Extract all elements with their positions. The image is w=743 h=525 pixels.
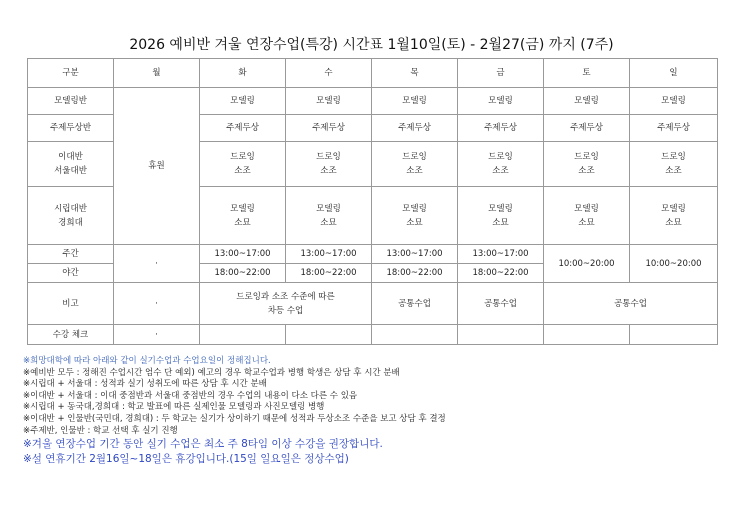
holiday-cell: 휴원 (114, 88, 200, 245)
row-label-theme: 주제두상반 (28, 115, 114, 142)
cell-day-wed: 13:00~17:00 (286, 245, 372, 264)
cell-check-thu (372, 325, 458, 345)
sketch-label: 소묘 (665, 217, 682, 228)
cell-day-mon: · (114, 245, 200, 283)
cell-sirip-fri (458, 187, 544, 245)
sketch-label: 소묘 (234, 217, 251, 228)
note-recommendation: ※겨울 연장수업 기간 동안 실기 수업은 최소 주 8타임 이상 수강을 권장합니다. (23, 438, 383, 451)
modeling-label: 모델링 (316, 203, 341, 214)
cell-sirip-sun (630, 187, 718, 245)
cell-modeling-sun: 모델링 (630, 88, 718, 115)
notes-section (23, 356, 733, 467)
cell-night-fri: 18:00~22:00 (458, 264, 544, 283)
modeling-label: 모델링 (488, 203, 513, 214)
cell-remark-thu: 공통수업 (372, 283, 458, 325)
cell-weekend-sun: 10:00~20:00 (630, 245, 718, 283)
header-sat: 토 (544, 59, 630, 88)
cell-check-sat (544, 325, 630, 345)
note-item: ※이대반 + 인물반(국민대, 경희대) : 두 학교는 실기가 상이하기 때문에 성적과 두상소조 수준을 보고 상담 후 결정 (23, 413, 446, 424)
drawing-label: 드로잉 (488, 152, 513, 162)
cell-night-tue: 18:00~22:00 (200, 264, 286, 283)
remark-line1: 드로잉과 소조 수준에 따른 (236, 291, 335, 302)
header-thu: 목 (372, 59, 458, 88)
cell-idae-sun (630, 142, 718, 187)
drawing-label: 드로잉 (230, 152, 255, 162)
modeling-label: 모델링 (230, 203, 255, 214)
cell-weekend-sat: 10:00~20:00 (544, 245, 630, 283)
cell-theme-sat: 주제두상 (544, 115, 630, 142)
note-item: ※이대반 + 서울대 : 이대 중점반과 서울대 중점반의 경우 수업의 내용이 다소 다른 수 있음 (23, 390, 358, 401)
cell-idae-wed (286, 142, 372, 187)
modeling-label: 모델링 (661, 203, 686, 214)
sculpture-label: 소조 (578, 166, 595, 176)
row-label-idae-line1: 이대반 (58, 152, 83, 162)
cell-night-wed: 18:00~22:00 (286, 264, 372, 283)
drawing-label: 드로잉 (574, 152, 599, 162)
cell-sirip-sat (544, 187, 630, 245)
cell-remark-fri: 공통수업 (458, 283, 544, 325)
cell-idae-tue (200, 142, 286, 187)
cell-remark-weekend: 공통수업 (544, 283, 718, 325)
header-wed: 수 (286, 59, 372, 88)
cell-idae-sat (544, 142, 630, 187)
cell-check-wed (286, 325, 372, 345)
note-holiday: ※설 연휴기간 2월16일~18일은 휴강입니다.(15일 일요일은 정상수업) (23, 453, 349, 466)
cell-modeling-fri: 모델링 (458, 88, 544, 115)
header-sun: 일 (630, 59, 718, 88)
row-label-idae (28, 142, 114, 187)
sketch-label: 소묘 (492, 217, 509, 228)
row-label-night: 야간 (28, 264, 114, 283)
cell-modeling-tue: 모델링 (200, 88, 286, 115)
row-label-sirip-line1: 시립대반 (54, 203, 87, 214)
header-row (28, 59, 718, 88)
cell-day-fri: 13:00~17:00 (458, 245, 544, 264)
row-remark (28, 283, 718, 325)
sketch-label: 소묘 (320, 217, 337, 228)
cell-theme-wed: 주제두상 (286, 115, 372, 142)
note-item: ※시립대 + 동국대,경희대 : 학교 발표에 따른 실제인물 모델링과 사진모델링 병행 (23, 402, 325, 413)
cell-remark-tue-wed (200, 283, 372, 325)
drawing-label: 드로잉 (316, 152, 341, 162)
cell-idae-thu (372, 142, 458, 187)
note-item: ※주제반, 인물반 : 학교 선택 후 실기 진행 (23, 425, 178, 436)
row-label-sirip-line2: 경희대 (58, 217, 83, 228)
row-day (28, 245, 718, 264)
cell-check-mon: · (114, 325, 200, 345)
cell-modeling-sat: 모델링 (544, 88, 630, 115)
cell-day-tue: 13:00~17:00 (200, 245, 286, 264)
cell-check-sun (630, 325, 718, 345)
sculpture-label: 소조 (492, 166, 509, 176)
note-item: ※시립대 + 서울대 : 성적과 실기 성취도에 따른 상담 후 시간 분배 (23, 379, 267, 390)
sculpture-label: 소조 (406, 166, 423, 176)
row-check (28, 325, 718, 345)
cell-idae-fri (458, 142, 544, 187)
schedule-table (27, 58, 718, 345)
drawing-label: 드로잉 (402, 152, 427, 162)
cell-theme-sun: 주제두상 (630, 115, 718, 142)
cell-theme-thu: 주제두상 (372, 115, 458, 142)
cell-day-thu: 13:00~17:00 (372, 245, 458, 264)
cell-check-tue (200, 325, 286, 345)
cell-sirip-tue (200, 187, 286, 245)
header-category: 구분 (28, 59, 114, 88)
note-intro: ※희망대학에 따라 아래와 같이 실기수업과 수업요일이 정해집니다. (23, 356, 271, 366)
header-mon: 월 (114, 59, 200, 88)
header-fri: 금 (458, 59, 544, 88)
modeling-label: 모델링 (574, 203, 599, 214)
row-label-day: 주간 (28, 245, 114, 264)
row-label-remark: 비고 (28, 283, 114, 325)
note-item: ※예비반 모두 : 정해진 수업시간 엄수 단 예외) 예고의 경우 학교수업과 병행 학생은 상담 후 시간 분배 (23, 367, 400, 378)
cell-modeling-thu: 모델링 (372, 88, 458, 115)
remark-line2: 차등 수업 (267, 305, 304, 316)
sculpture-label: 소조 (234, 166, 251, 176)
sketch-label: 소묘 (578, 217, 595, 228)
row-label-sirip (28, 187, 114, 245)
sculpture-label: 소조 (320, 166, 337, 176)
sketch-label: 소묘 (406, 217, 423, 228)
row-label-check: 수강 체크 (28, 325, 114, 345)
row-label-modeling: 모델링반 (28, 88, 114, 115)
row-label-idae-line2: 서울대반 (54, 166, 87, 176)
cell-check-fri (458, 325, 544, 345)
row-modeling (28, 88, 718, 115)
drawing-label: 드로잉 (661, 152, 686, 162)
modeling-label: 모델링 (402, 203, 427, 214)
cell-night-thu: 18:00~22:00 (372, 264, 458, 283)
cell-modeling-wed: 모델링 (286, 88, 372, 115)
cell-sirip-thu (372, 187, 458, 245)
cell-theme-tue: 주제두상 (200, 115, 286, 142)
cell-theme-fri: 주제두상 (458, 115, 544, 142)
sculpture-label: 소조 (665, 166, 682, 176)
cell-remark-mon: · (114, 283, 200, 325)
header-tue: 화 (200, 59, 286, 88)
cell-sirip-wed (286, 187, 372, 245)
page-title: 2026 예비반 겨울 연장수업(특강) 시간표 1월10일(토) - 2월27(금) 까지 (7주) (129, 37, 614, 53)
